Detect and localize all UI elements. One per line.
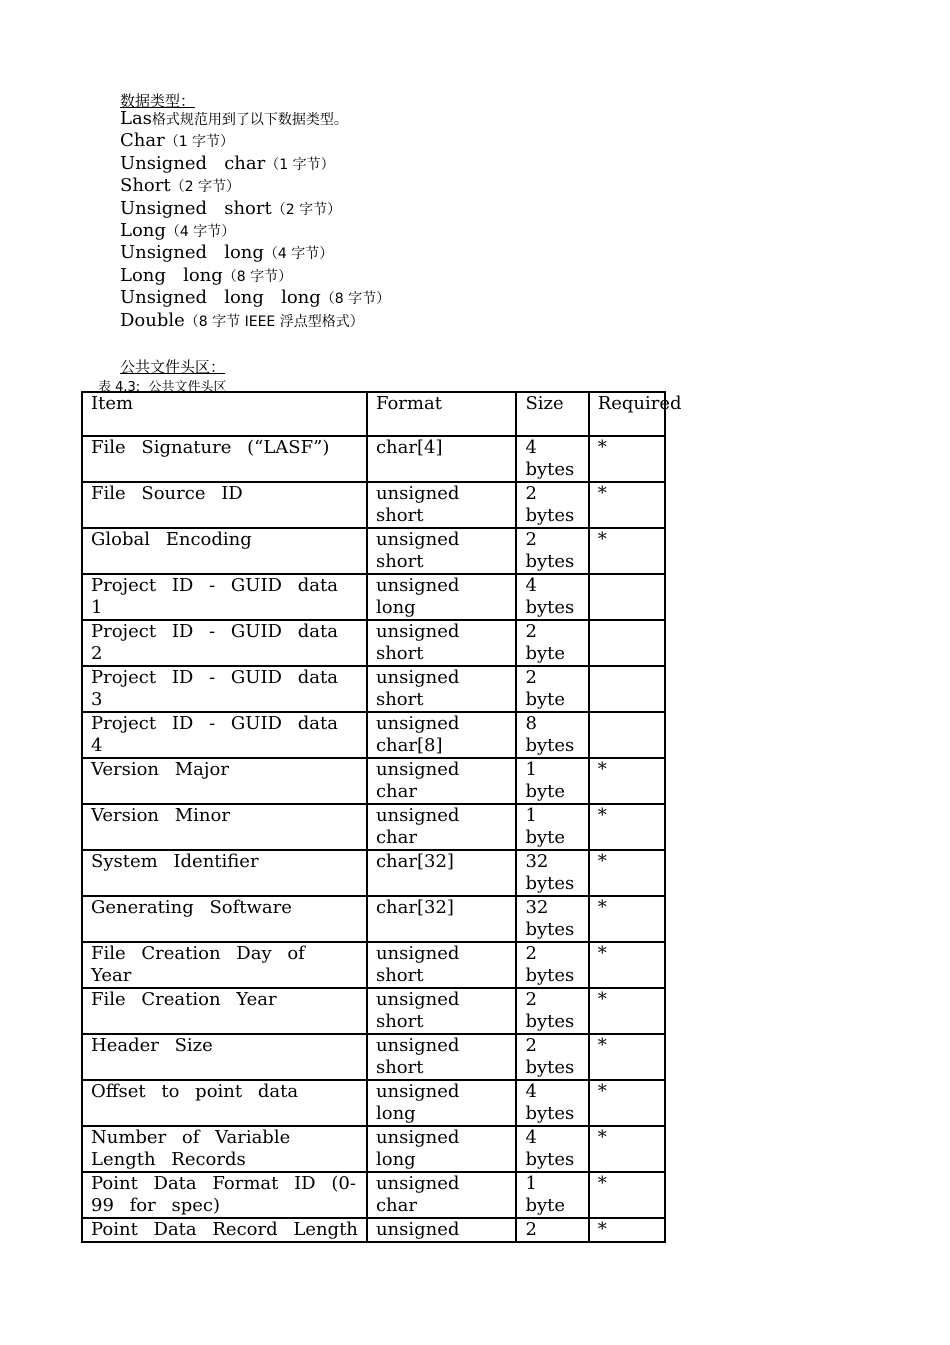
data-type-size: （8 字节）	[222, 268, 293, 285]
cell-required: *	[589, 1172, 665, 1218]
cell-item: System Identifier	[82, 850, 367, 896]
cell-item: Point Data Format ID (0-99 for spec)	[82, 1172, 367, 1218]
data-type-name: Double	[120, 309, 185, 331]
data-type-name: Char	[120, 130, 165, 152]
table-row	[82, 896, 665, 942]
data-type-item	[120, 175, 390, 197]
cell-required: *	[589, 1034, 665, 1080]
data-type-item	[120, 198, 390, 220]
cell-format: unsigned short	[367, 528, 517, 574]
cell-size: 1 byte	[516, 758, 588, 804]
cell-item: File Creation Year	[82, 988, 367, 1034]
intro-rest: 格式规范用到了以下数据类型。	[151, 112, 348, 128]
table-row	[82, 1172, 665, 1218]
table-row	[82, 804, 665, 850]
column-header-size: Size	[516, 392, 588, 436]
cell-format: unsigned short	[367, 620, 517, 666]
column-header-required: Required	[589, 392, 665, 436]
table-row	[82, 712, 665, 758]
cell-format: char[4]	[367, 436, 517, 482]
data-type-name: Unsigned long	[120, 242, 264, 264]
cell-size: 4 bytes	[516, 436, 588, 482]
cell-format: unsigned short	[367, 666, 517, 712]
cell-item: Project ID - GUID data 1	[82, 574, 367, 620]
data-type-size: （8 字节）	[320, 291, 391, 308]
cell-size: 1 byte	[516, 804, 588, 850]
data-type-name: Short	[120, 175, 171, 197]
cell-required: *	[589, 1218, 665, 1242]
cell-item: File Signature (“LASF”)	[82, 436, 367, 482]
cell-item: Version Major	[82, 758, 367, 804]
data-type-item	[120, 242, 390, 264]
cell-item: Point Data Record Length	[82, 1218, 367, 1242]
cell-item: Project ID - GUID data 2	[82, 620, 367, 666]
table-row	[82, 988, 665, 1034]
cell-size: 4 bytes	[516, 1126, 588, 1172]
cell-required	[589, 574, 665, 620]
cell-item: Number of Variable Length Records	[82, 1126, 367, 1172]
table-row	[82, 758, 665, 804]
table-row	[82, 620, 665, 666]
table-row	[82, 1218, 665, 1242]
data-type-size: （2 字节）	[170, 179, 240, 196]
cell-size: 2 byte	[516, 666, 588, 712]
cell-size: 32 bytes	[516, 896, 588, 942]
cell-item: Global Encoding	[82, 528, 367, 574]
cell-required: *	[589, 896, 665, 942]
data-type-item	[120, 153, 390, 175]
cell-size: 2 bytes	[516, 942, 588, 988]
cell-format: unsigned char[8]	[367, 712, 517, 758]
data-types-heading: 数据类型：	[120, 92, 196, 110]
cell-format: unsigned	[367, 1218, 517, 1242]
table-row	[82, 528, 665, 574]
table-row	[82, 1034, 665, 1080]
cell-item: Project ID - GUID data 4	[82, 712, 367, 758]
cell-format: char[32]	[367, 896, 517, 942]
cell-required: *	[589, 988, 665, 1034]
cell-format: char[32]	[367, 850, 517, 896]
data-type-size: （4 字节）	[263, 246, 334, 263]
data-type-item	[120, 220, 390, 242]
table-body	[82, 392, 682, 1242]
cell-required: *	[589, 528, 665, 574]
cell-required	[589, 666, 665, 712]
cell-item: File Source ID	[82, 482, 367, 528]
data-type-item	[120, 265, 390, 287]
cell-size: 4 bytes	[516, 1080, 588, 1126]
cell-required: *	[589, 942, 665, 988]
table-row	[82, 850, 665, 896]
cell-required: *	[589, 482, 665, 528]
table-row	[82, 666, 665, 712]
cell-format: unsigned long	[367, 574, 517, 620]
table-caption: 表 4.3: 公共文件头区	[98, 380, 227, 395]
table-row	[82, 482, 665, 528]
public-header-heading: 公共文件头区：	[120, 358, 226, 376]
cell-format: unsigned char	[367, 758, 517, 804]
data-types-intro	[120, 108, 390, 130]
data-type-size: （4 字节）	[165, 223, 236, 240]
table-row	[82, 436, 665, 482]
data-type-size: （1 字节）	[164, 134, 235, 151]
cell-required: *	[589, 804, 665, 850]
cell-size: 2 byte	[516, 620, 588, 666]
cell-required: *	[589, 1080, 665, 1126]
cell-format: unsigned short	[367, 942, 517, 988]
cell-format: unsigned char	[367, 804, 517, 850]
data-type-size: （2 字节）	[271, 201, 342, 218]
data-type-name: Long long	[120, 264, 223, 286]
cell-size: 2 bytes	[516, 528, 588, 574]
table-header-row	[82, 392, 665, 436]
cell-required: *	[589, 850, 665, 896]
cell-size: 4 bytes	[516, 574, 588, 620]
cell-required: *	[589, 1126, 665, 1172]
data-types-list	[120, 108, 390, 332]
public-header-table	[81, 391, 682, 1243]
data-type-name: Unsigned char	[120, 152, 266, 174]
cell-item: File Creation Day of Year	[82, 942, 367, 988]
table-row	[82, 1080, 665, 1126]
cell-size: 8 bytes	[516, 712, 588, 758]
cell-format: unsigned char	[367, 1172, 517, 1218]
cell-required	[589, 620, 665, 666]
table-row	[82, 942, 665, 988]
table-row	[82, 1126, 665, 1172]
cell-format: unsigned short	[367, 988, 517, 1034]
column-header-format: Format	[367, 392, 517, 436]
cell-item: Project ID - GUID data 3	[82, 666, 367, 712]
cell-size: 2 bytes	[516, 482, 588, 528]
cell-format: unsigned long	[367, 1126, 517, 1172]
cell-size: 2 bytes	[516, 1034, 588, 1080]
cell-size: 32 bytes	[516, 850, 588, 896]
table-row	[82, 574, 665, 620]
cell-required: *	[589, 436, 665, 482]
column-header-item: Item	[82, 392, 367, 436]
cell-required	[589, 712, 665, 758]
data-type-name: Unsigned short	[120, 197, 272, 219]
data-type-item	[120, 287, 390, 309]
data-type-size: （8 字节 IEEE 浮点型格式）	[184, 313, 364, 330]
data-type-size: （1 字节）	[265, 156, 335, 173]
data-type-name: Long	[120, 219, 166, 241]
intro-lead: Las	[120, 108, 152, 129]
cell-size: 1 byte	[516, 1172, 588, 1218]
cell-size: 2 bytes	[516, 988, 588, 1034]
cell-format: unsigned long	[367, 1080, 517, 1126]
cell-required: *	[589, 758, 665, 804]
data-type-item	[120, 130, 390, 152]
cell-format: unsigned short	[367, 482, 517, 528]
cell-item: Generating Software	[82, 896, 367, 942]
cell-format: unsigned short	[367, 1034, 517, 1080]
cell-item: Offset to point data	[82, 1080, 367, 1126]
data-type-name: Unsigned long long	[120, 287, 321, 309]
cell-item: Version Minor	[82, 804, 367, 850]
data-type-item	[120, 310, 390, 332]
cell-size: 2	[516, 1218, 588, 1242]
cell-item: Header Size	[82, 1034, 367, 1080]
